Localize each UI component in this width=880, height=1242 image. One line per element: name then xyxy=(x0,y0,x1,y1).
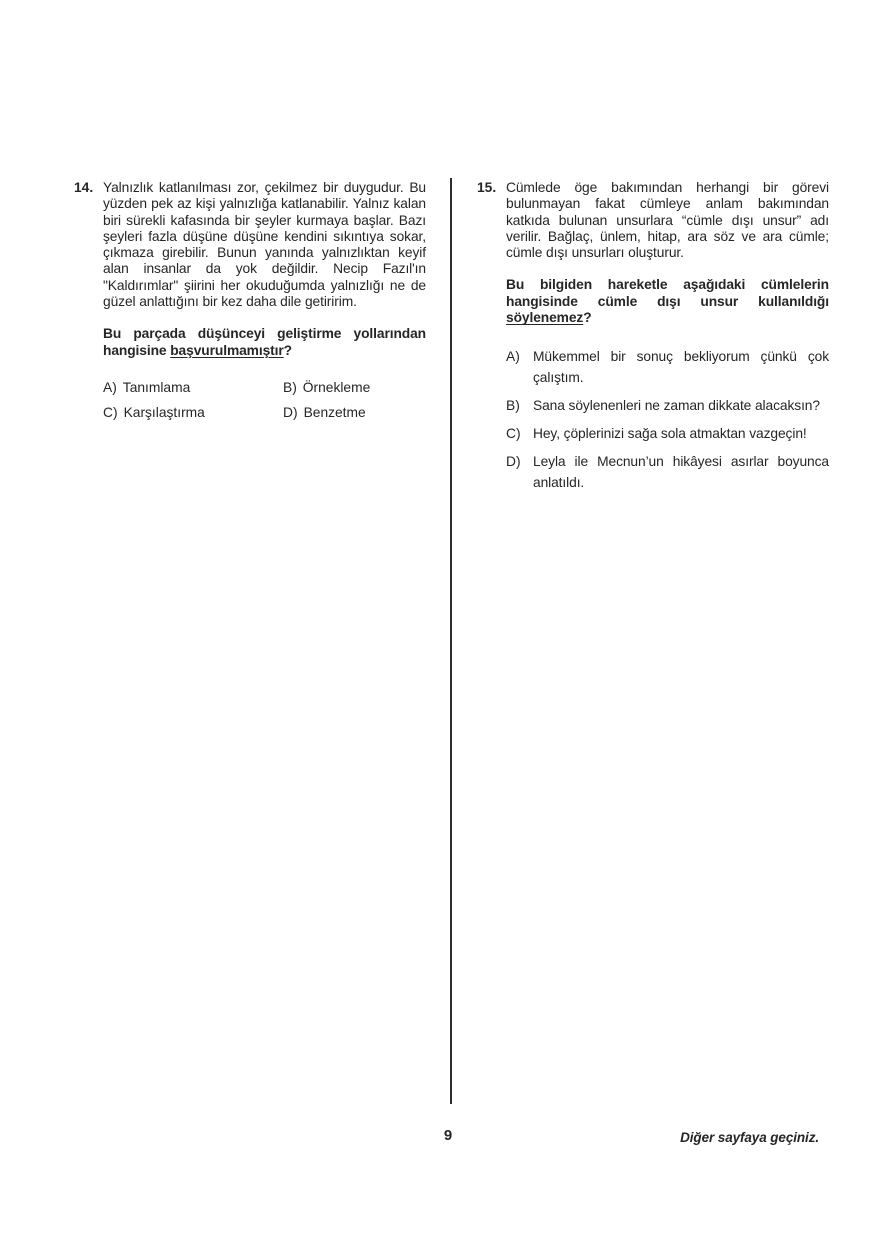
option-letter: A) xyxy=(103,380,117,396)
question-14-number: 14. xyxy=(74,180,94,195)
option-letter: B) xyxy=(283,380,297,396)
option-letter: C) xyxy=(506,425,521,441)
question-14-stem-text: Bu parçada düşünceyi geliştirme yollarından hangisine xyxy=(103,326,426,358)
right-column xyxy=(477,180,829,500)
question-15-stem xyxy=(506,277,829,327)
option-text: Hey, çöplerinizi sağa sola atmaktan vazgeçin! xyxy=(533,425,807,441)
question-14-stem xyxy=(103,326,426,359)
question-14-body xyxy=(103,180,426,421)
question-15-option-b xyxy=(506,395,829,416)
question-15 xyxy=(477,180,829,500)
option-letter: D) xyxy=(283,404,298,420)
question-15-stem-text: Bu bilgiden hareketle aşağıdaki cümlelerin hangisinde cümle dışı unsur kullanıldığı xyxy=(506,277,829,309)
question-14-options xyxy=(103,380,426,421)
question-14-option-a xyxy=(103,380,283,396)
question-14-stem-question-mark: ? xyxy=(283,342,292,358)
question-15-passage: Cümlede öge bakımından herhangi bir görevi bulunmayan fakat cümleye anlam bakımından katkıda bulunan unsurlara “cümle dışı unsur” adı verilir. Bağlaç, ünlem, hitap, ara söz ve ara cümle; cümle dışı unsurları oluşturur. xyxy=(506,180,829,261)
question-14-option-c xyxy=(103,405,283,421)
option-letter: A) xyxy=(506,348,520,364)
option-text: Benzetme xyxy=(303,404,366,420)
question-15-option-a xyxy=(506,346,829,388)
option-text: Karşılaştırma xyxy=(123,404,205,420)
question-15-body xyxy=(506,180,829,500)
option-text: Leyla ile Mecnun’un hikâyesi asırlar boyunca anlatıldı. xyxy=(533,453,829,490)
question-14 xyxy=(74,180,426,421)
option-letter: C) xyxy=(103,404,118,420)
option-letter: B) xyxy=(506,397,520,413)
left-column xyxy=(74,180,426,421)
question-15-stem-underlined-word: söylenemez xyxy=(506,310,584,326)
question-15-number: 15. xyxy=(477,180,497,195)
question-15-stem-question-mark: ? xyxy=(583,310,592,326)
option-text: Örnekleme xyxy=(302,380,371,396)
question-15-option-d xyxy=(506,451,829,493)
question-15-option-c xyxy=(506,423,829,444)
question-15-options xyxy=(506,346,829,493)
option-text: Sana söylenenleri ne zaman dikkate alacaksın? xyxy=(533,397,820,413)
option-letter: D) xyxy=(506,453,521,469)
option-text: Mükemmel bir sonuç bekliyorum çünkü çok çalıştım. xyxy=(533,348,829,385)
question-14-option-d xyxy=(283,405,426,421)
question-14-option-b xyxy=(283,380,426,396)
footer-note: Diğer sayfaya geçiniz. xyxy=(680,1130,819,1145)
question-14-passage: Yalnızlık katlanılması zor, çekilmez bir duygudur. Bu yüzden pek az kişi yalnızlığa katlanabilir. Yalnız kalan biri sürekli kafasında bir şeyler kurmaya başlar. Bazı şeyleri fazla düşüne düşüne kendini sıkıntıya sokar, çıkmaza girebilir. Bunun yanında yalnızlıktan keyif alan insanlar da yok değildir. Necip Fazıl'ın "Kaldırımlar" şiirini her okuduğumda yalnızlığı ne de güzel anlattığını bir kez daha dile getiririm. xyxy=(103,180,426,310)
option-text: Tanımlama xyxy=(122,380,191,396)
column-divider xyxy=(450,178,452,1104)
question-14-stem-underlined-word: başvurulmamıştır xyxy=(170,342,284,358)
page-number: 9 xyxy=(443,1127,453,1144)
